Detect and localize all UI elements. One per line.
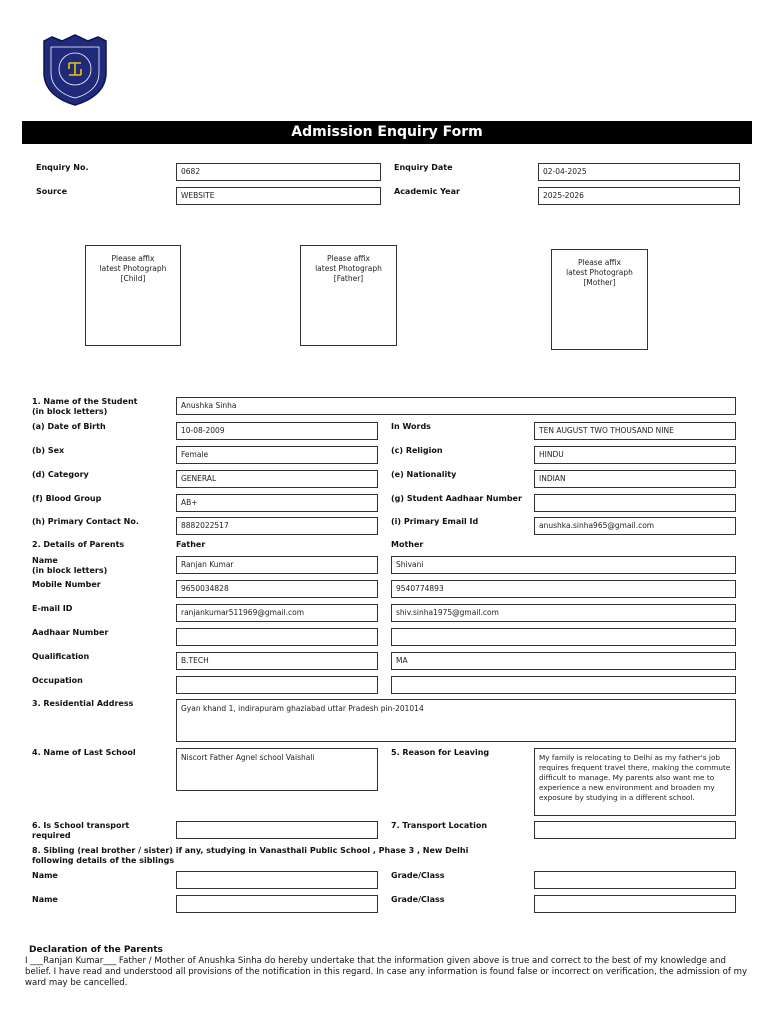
declaration-heading: Declaration of the Parents [29, 945, 163, 955]
father-aadhaar-field[interactable] [176, 628, 378, 646]
email-label: (i) Primary Email Id [391, 517, 479, 526]
sibling-2-grade-label: Grade/Class [391, 895, 445, 904]
nationality-label: (e) Nationality [391, 470, 457, 479]
mother-qualification-field[interactable]: MA [391, 652, 736, 670]
student-name-field[interactable]: Anushka Sinha [176, 397, 736, 415]
enquiry-date-field[interactable]: 02-04-2025 [538, 163, 740, 181]
transport-label: 6. Is School transport required [32, 821, 130, 840]
in-words-field[interactable]: TEN AUGUST TWO THOUSAND NINE [534, 422, 736, 440]
mother-name-field[interactable]: Shivani [391, 556, 736, 574]
father-qualification-field[interactable]: B.TECH [176, 652, 378, 670]
enquiry-no-label: Enquiry No. [36, 163, 89, 172]
transport-field[interactable] [176, 821, 378, 839]
photo-father-box[interactable]: Please affix latest Photograph [Father] [300, 245, 397, 346]
photo-child-box[interactable]: Please affix latest Photograph [Child] [85, 245, 181, 346]
declaration-text: I ___Ranjan Kumar___ Father / Mother of Anushka Sinha do hereby undertake that the information given above is true and correct to the best of my knowledge and belief. I have read and understood all provisions of the notification in this regard. In case any information is found false or incorrect on verification, the admission of my ward may be cancelled. [25, 956, 748, 988]
in-words-label: In Words [391, 422, 431, 431]
parent-name-label: Name (in block letters) [32, 556, 108, 575]
qualification-label: Qualification [32, 652, 90, 661]
academic-year-field[interactable]: 2025-2026 [538, 187, 740, 205]
address-field[interactable]: Gyan khand 1, indirapuram ghaziabad uttar Pradesh pin-201014 [176, 699, 736, 742]
transport-location-field[interactable] [534, 821, 736, 839]
sibling-1-name-field[interactable] [176, 871, 378, 889]
photo-mother-box[interactable]: Please affix latest Photograph [Mother] [551, 249, 648, 350]
sibling-label: 8. Sibling (real brother / sister) if any, studying in Vanasthali Public School , Phase 3 , New Delhi following details of the siblings [32, 846, 469, 865]
father-mobile-field[interactable]: 9650034828 [176, 580, 378, 598]
category-label: (d) Category [32, 470, 89, 479]
sibling-1-grade-field[interactable] [534, 871, 736, 889]
enquiry-no-field[interactable]: 0682 [176, 163, 381, 181]
last-school-field[interactable]: Niscort Father Agnel school Vaishali [176, 748, 378, 791]
father-name-field[interactable]: Ranjan Kumar [176, 556, 378, 574]
parent-aadhaar-label: Aadhaar Number [32, 628, 109, 637]
parents-section-label: 2. Details of Parents [32, 540, 125, 549]
school-logo [38, 33, 112, 107]
academic-year-label: Academic Year [394, 187, 460, 196]
blood-group-label: (f) Blood Group [32, 494, 102, 503]
father-header: Father [176, 540, 206, 549]
sibling-2-name-label: Name [32, 895, 58, 904]
student-aadhaar-field[interactable] [534, 494, 736, 512]
address-label: 3. Residential Address [32, 699, 134, 708]
sibling-2-grade-field[interactable] [534, 895, 736, 913]
sex-label: (b) Sex [32, 446, 65, 455]
mother-aadhaar-field[interactable] [391, 628, 736, 646]
dob-label: (a) Date of Birth [32, 422, 106, 431]
religion-field[interactable]: HINDU [534, 446, 736, 464]
parent-email-label: E-mail ID [32, 604, 73, 613]
transport-location-label: 7. Transport Location [391, 821, 488, 830]
sex-field[interactable]: Female [176, 446, 378, 464]
mother-occupation-field[interactable] [391, 676, 736, 694]
father-email-field[interactable]: ranjankumar511969@gmail.com [176, 604, 378, 622]
reason-leaving-label: 5. Reason for Leaving [391, 748, 490, 757]
mother-mobile-field[interactable]: 9540774893 [391, 580, 736, 598]
last-school-label: 4. Name of Last School [32, 748, 136, 757]
source-label: Source [36, 187, 68, 196]
dob-field[interactable]: 10-08-2009 [176, 422, 378, 440]
form-title: Admission Enquiry Form [22, 121, 752, 144]
email-field[interactable]: anushka.sinha965@gmail.com [534, 517, 736, 535]
category-field[interactable]: GENERAL [176, 470, 378, 488]
mobile-label: Mobile Number [32, 580, 101, 589]
student-name-label: 1. Name of the Student (in block letters) [32, 397, 138, 416]
contact-label: (h) Primary Contact No. [32, 517, 139, 526]
sibling-2-name-field[interactable] [176, 895, 378, 913]
source-field[interactable]: WEBSITE [176, 187, 381, 205]
contact-field[interactable]: 8882022517 [176, 517, 378, 535]
student-aadhaar-label: (g) Student Aadhaar Number [391, 494, 522, 503]
mother-email-field[interactable]: shiv.sinha1975@gmail.com [391, 604, 736, 622]
nationality-field[interactable]: INDIAN [534, 470, 736, 488]
mother-header: Mother [391, 540, 424, 549]
sibling-1-grade-label: Grade/Class [391, 871, 445, 880]
blood-group-field[interactable]: AB+ [176, 494, 378, 512]
sibling-1-name-label: Name [32, 871, 58, 880]
religion-label: (c) Religion [391, 446, 443, 455]
father-occupation-field[interactable] [176, 676, 378, 694]
occupation-label: Occupation [32, 676, 83, 685]
reason-leaving-field[interactable]: My family is relocating to Delhi as my father's job requires frequent travel there, making the commute difficult to manage. My parents also want me to experience a new environment and broaden my exposure by studying in a different school. [534, 748, 736, 816]
enquiry-date-label: Enquiry Date [394, 163, 453, 172]
